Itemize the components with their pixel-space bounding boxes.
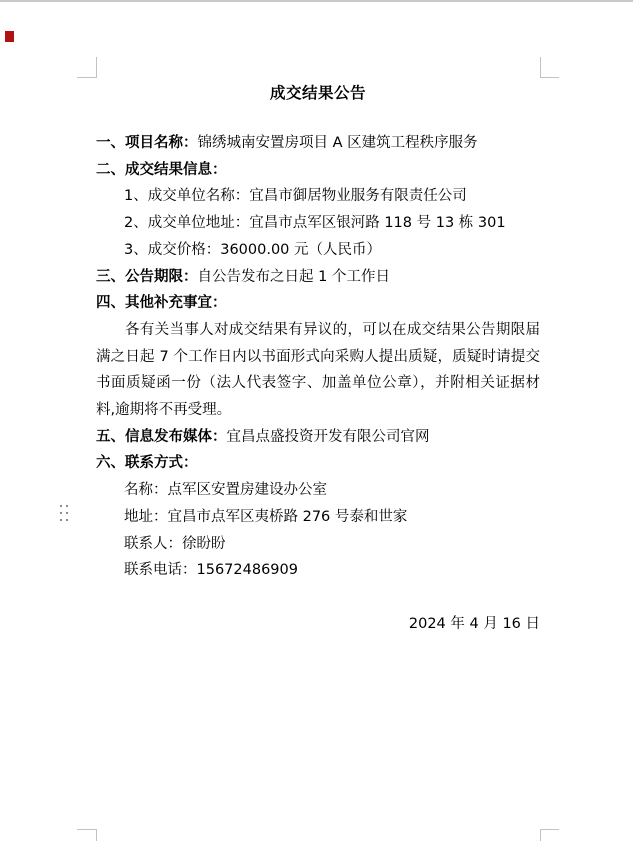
contact-phone: 联系电话：15672486909 — [124, 562, 298, 579]
section-publish-media-value: 宜昌点盛投资开发有限公司官网 — [226, 428, 430, 445]
page-top-border — [0, 0, 633, 2]
document-date: 2024 年 4 月 16 日 — [408, 615, 540, 632]
section-project-name-label: 一、项目名称： — [96, 135, 198, 151]
section-project-name — [96, 130, 540, 157]
section-contact-heading — [96, 450, 540, 477]
section-other-matters-label: 四、其他补充事宜： — [96, 295, 227, 312]
margin-crop-mark-bottom-right — [540, 829, 559, 841]
section-announcement-period — [96, 264, 540, 291]
section-result-info-label: 二、成交结果信息： — [96, 161, 227, 178]
section-contact-label: 六、联系方式： — [96, 455, 198, 472]
section-publish-media-label: 五、信息发布媒体： — [96, 428, 227, 445]
margin-crop-mark-top-left — [77, 57, 97, 78]
red-square-marker — [5, 31, 14, 42]
other-matters-paragraph: 各有关当事人对成交结果有异议的，可以在成交结果公告期限届满之日起 7 个工作日内以书面形式向采购人提出质疑，质疑时请提交书面质疑函一份（法人代表签字、加盖单位公章），并附相关证据材料,逾期将不再受理。 — [96, 321, 540, 419]
drag-dot — [60, 505, 62, 507]
drag-dot — [60, 519, 62, 521]
result-item-price: 3、成交价格：36000.00 元（人民币） — [124, 241, 382, 258]
contact-org-name: 名称：点军区安置房建设办公室 — [124, 482, 327, 499]
drag-dot — [66, 512, 68, 514]
section-announcement-period-value: 自公告发布之日起 1 个工作日 — [197, 268, 390, 285]
result-item-winner-name: 1、成交单位名称：宜昌市御居物业服务有限责任公司 — [124, 188, 467, 205]
section-announcement-period-label: 三、公告期限： — [96, 268, 198, 285]
section-other-matters-heading — [96, 290, 540, 317]
drag-dot — [66, 519, 68, 521]
drag-dot — [60, 512, 62, 514]
section-result-info-heading — [96, 157, 540, 184]
result-item-winner-address: 2、成交单位地址：宜昌市点军区银河路 118 号 13 栋 301 — [124, 215, 506, 232]
margin-crop-mark-bottom-left — [77, 829, 97, 841]
drag-dot — [66, 505, 68, 507]
margin-crop-mark-top-right — [540, 57, 559, 78]
contact-person: 联系人：徐盼盼 — [124, 535, 226, 552]
drag-handle-icon[interactable] — [60, 505, 69, 522]
section-project-name-value: 锦绣城南安置房项目 A 区建筑工程秩序服务 — [197, 135, 478, 151]
page-title: 成交结果公告 — [269, 84, 366, 102]
contact-address: 地址：宜昌市点军区夷桥路 276 号泰和世家 — [124, 508, 408, 525]
section-publish-media — [96, 424, 540, 451]
document-content — [96, 81, 540, 637]
